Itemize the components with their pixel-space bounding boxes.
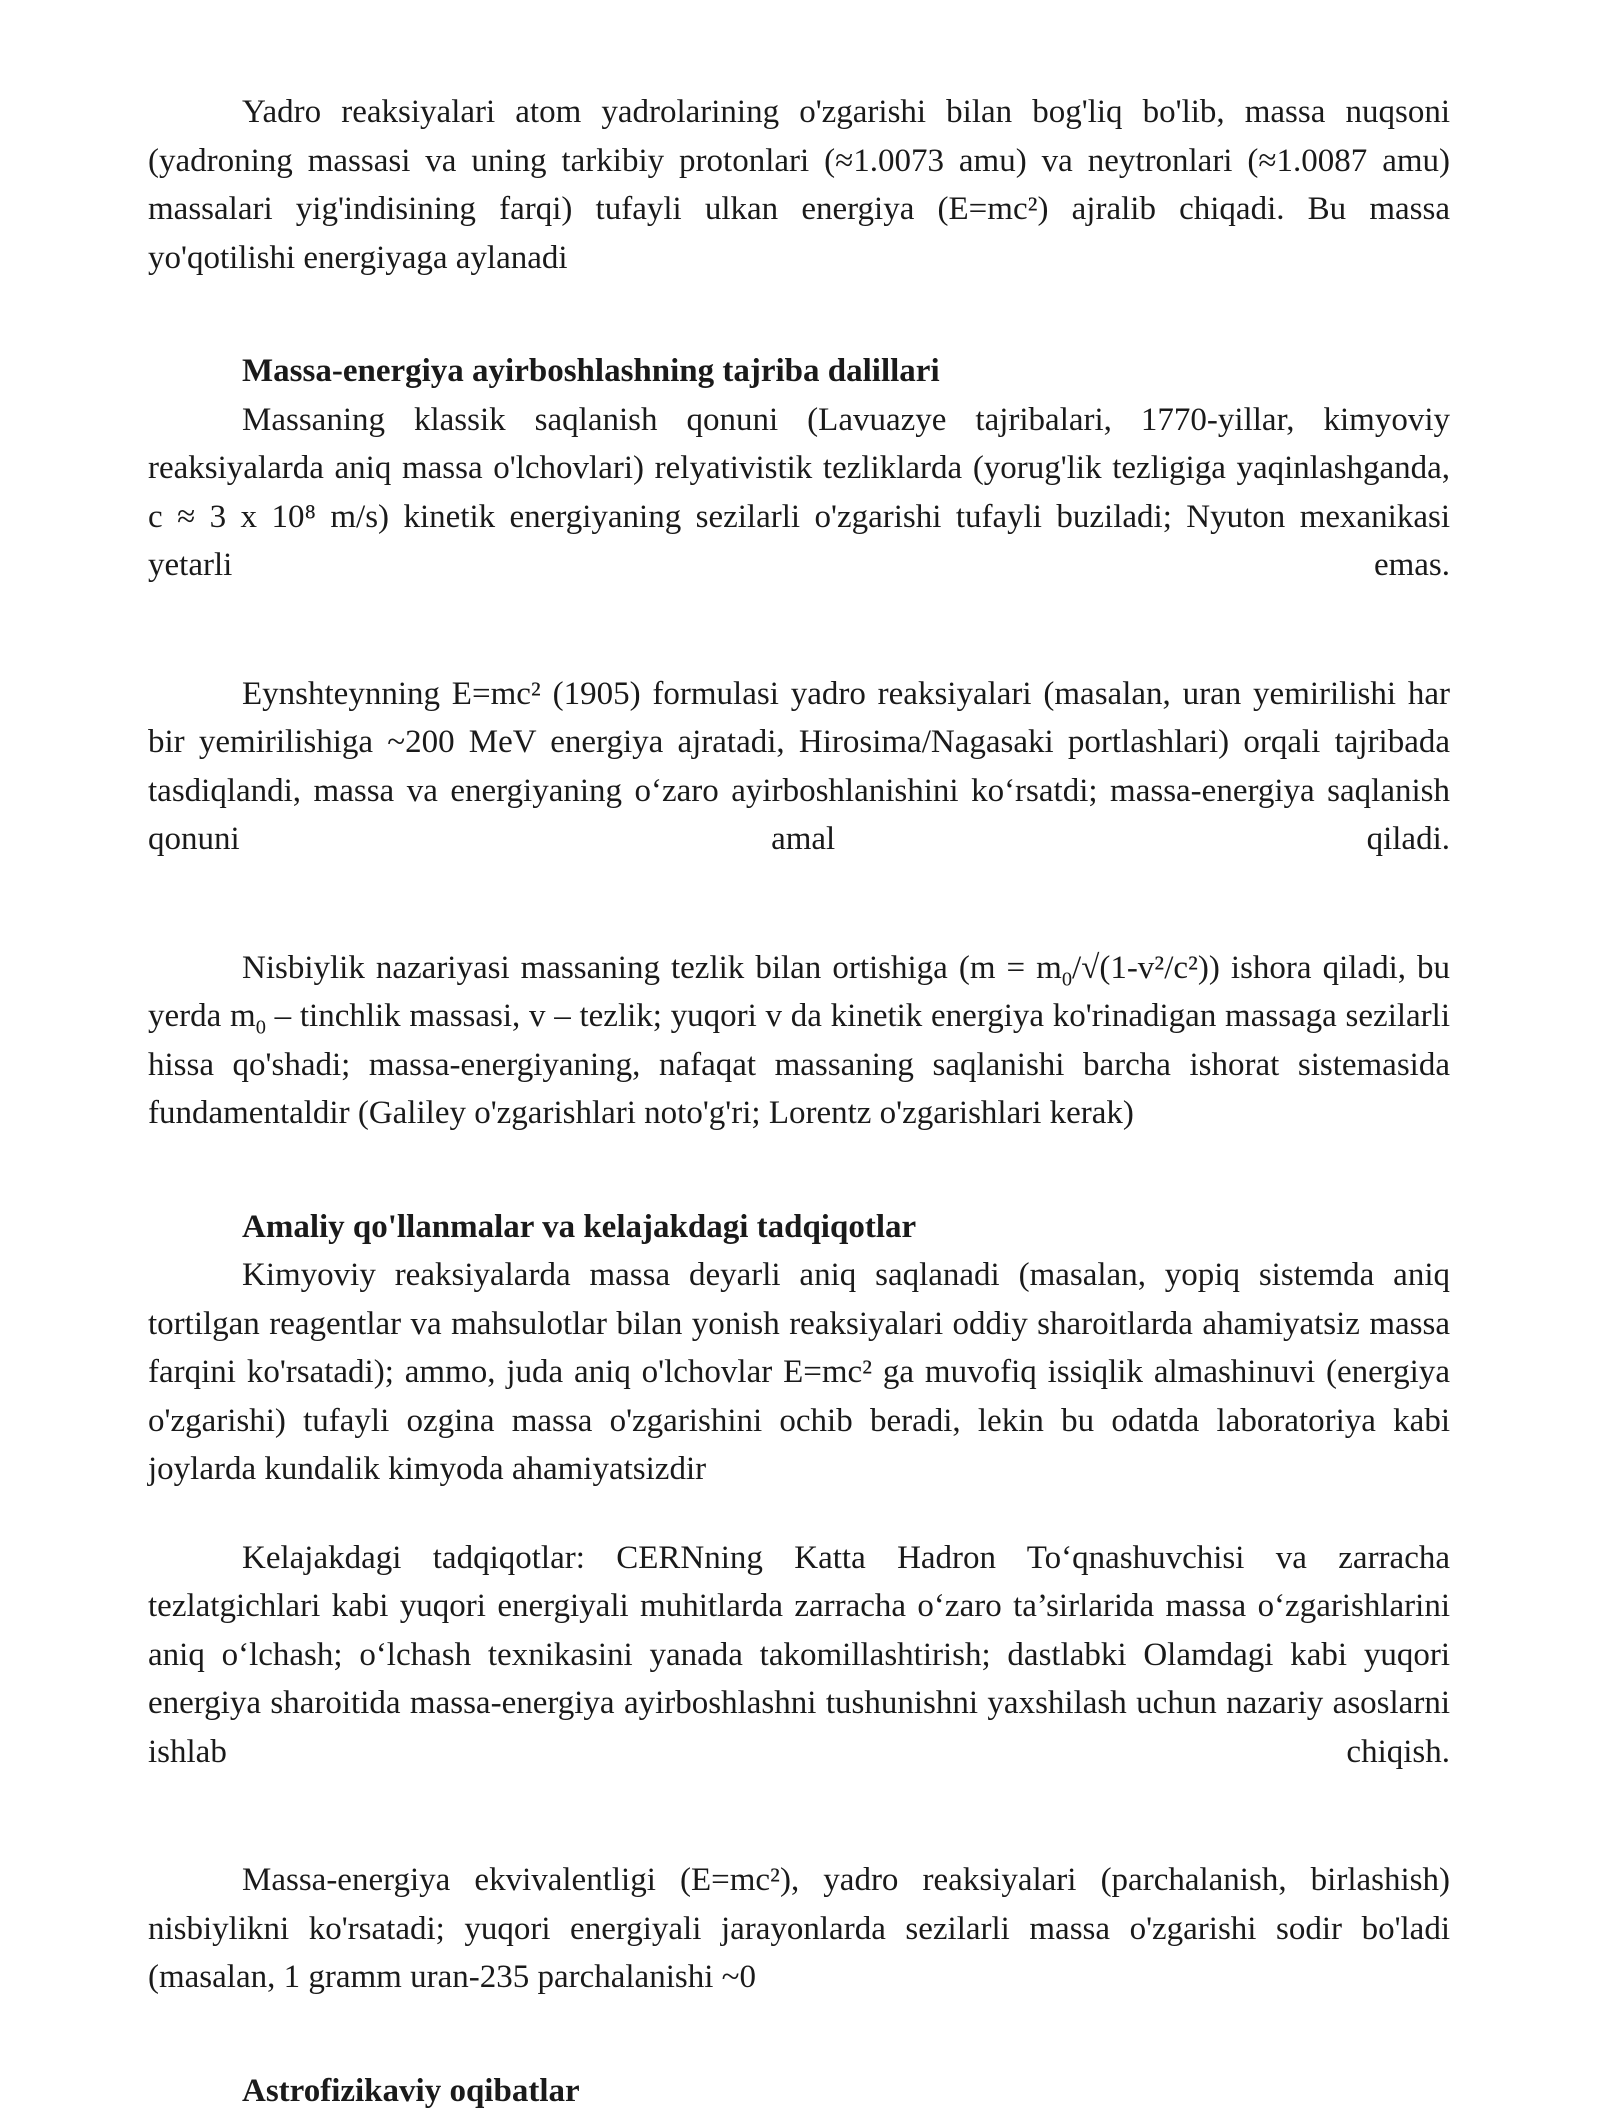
relativity-text-part-2: /√(1-v²/c²)) ishora qiladi, bu yerda m [148,950,1450,1035]
subscript-zero: 0 [256,1017,266,1039]
spacer [148,1494,1450,1534]
heading-astrophysical-consequences: Astrofizikaviy oqibatlar [148,2067,1450,2115]
subscript-zero: 0 [1062,968,1072,990]
paragraph-chemical-reactions: Kimyoviy reaksiyalarda massa deyarli aniq saqlanadi (masalan, yopiq sistemda aniq tortilgan reagentlar va mahsulotlar bilan yonish reaksiyalari oddiy sharoitlarda ahamiyatsiz massa farqini ko'rsatadi); ammo, juda aniq o'lchovlar E=mc² ga muvofiq issiqlik almashinuvi (energiya o'zgarishi) tufayli ozgina massa o'zgarishini ochib beradi, lekin bu odatda laboratoriya kabi joylarda kundalik kimyoda ahamiyatsizdir [148,1251,1450,1494]
heading-practical-applications: Amaliy qo'llanmalar va kelajakdagi tadqiqotlar [148,1203,1450,1252]
paragraph-relativity-theory [148,944,1450,1138]
paragraph-future-research: Kelajakdagi tadqiqotlar: CERNning Katta Hadron To‘qnashuvchisi va zarracha tezlatgichlari kabi yuqori energiyali muhitlarda zarracha o‘zaro ta’sirlarida massa o‘zgarishlarini aniq o‘lchash; o‘lchash texnikasini yanada takomillashtirish; dastlabki Olamdagi kabi yuqori energiya sharoitida massa-energiya ayirboshlashni tushunishni yaxshilash uchun nazariy asoslarni ishlab chiqish. [148,1534,1450,1777]
relativity-text-part-3: – tinchlik massasi, v – tezlik; yuqori v da kinetik energiya ko'rinadigan massaga sezilarli hissa qo'shadi; massa-energiyaning, nafaqat massaning saqlanishi barcha ishorat sistemasida fundamentaldir (Galiley o'zgarishlari noto'g'ri; Lorentz o'zgarishlari kerak) [148,998,1450,1131]
spacer [148,590,1450,630]
paragraph-mass-defect: Yadro reaksiyalari atom yadrolarining o'zgarishi bilan bog'liq bo'lib, massa nuqsoni (yadroning massasi va uning tarkibiy protonlari (≈1.0073 amu) va neytronlari (≈1.0087 amu) massalari yig'indisining farqi) tufayli ulkan energiya (E=mc²) ajralib chiqadi. Bu massa yo'qotilishi energiyaga aylanadi [148,88,1450,282]
heading-experimental-evidence: Massa-energiya ayirboshlashning tajriba dalillari [148,347,1450,396]
paragraph-classical-conservation: Massaning klassik saqlanish qonuni (Lavuazye tajribalari, 1770-yillar, kimyoviy reaksiyalarda aniq massa o'lchovlari) relyativistik tezliklarda (yorug'lik tezligiga yaqinlashganda, c ≈ 3 x 10⁸ m/s) kinetik energiyaning sezilarli o'zgarishi tufayli buziladi; Nyuton mexanikasi yetarli emas. [148,396,1450,590]
spacer [148,1776,1450,1816]
paragraph-mass-energy-equivalence: Massa-energiya ekvivalentligi (E=mc²), yadro reaksiyalari (parchalanish, birlashish) nisbiylikni ko'rsatadi; yuqori energiyali jarayonlarda sezilarli massa o'zgarishi sodir bo'ladi (masalan, 1 gramm uran-235 parchalanishi ~0 [148,1856,1450,2002]
spacer [148,864,1450,904]
paragraph-einstein-formula: Eynshteynning E=mc² (1905) formulasi yadro reaksiyalari (masalan, uran yemirilishi har bir yemirilishiga ~200 MeV energiya ajratadi, Hirosima/Nagasaki portlashlari) orqali tajribada tasdiqlandi, massa va energiyaning o‘zaro ayirboshlanishini ko‘rsatdi; massa-energiya saqlanish qonuni amal qiladi. [148,670,1450,864]
relativity-text-part-1: Nisbiylik nazariyasi massaning tezlik bilan ortishiga (m = m [242,950,1062,986]
spacer [148,282,1450,347]
spacer [148,2002,1450,2067]
spacer [148,1816,1450,1856]
spacer [148,630,1450,670]
document-page [148,88,1450,2115]
spacer [148,904,1450,944]
spacer [148,1138,1450,1203]
